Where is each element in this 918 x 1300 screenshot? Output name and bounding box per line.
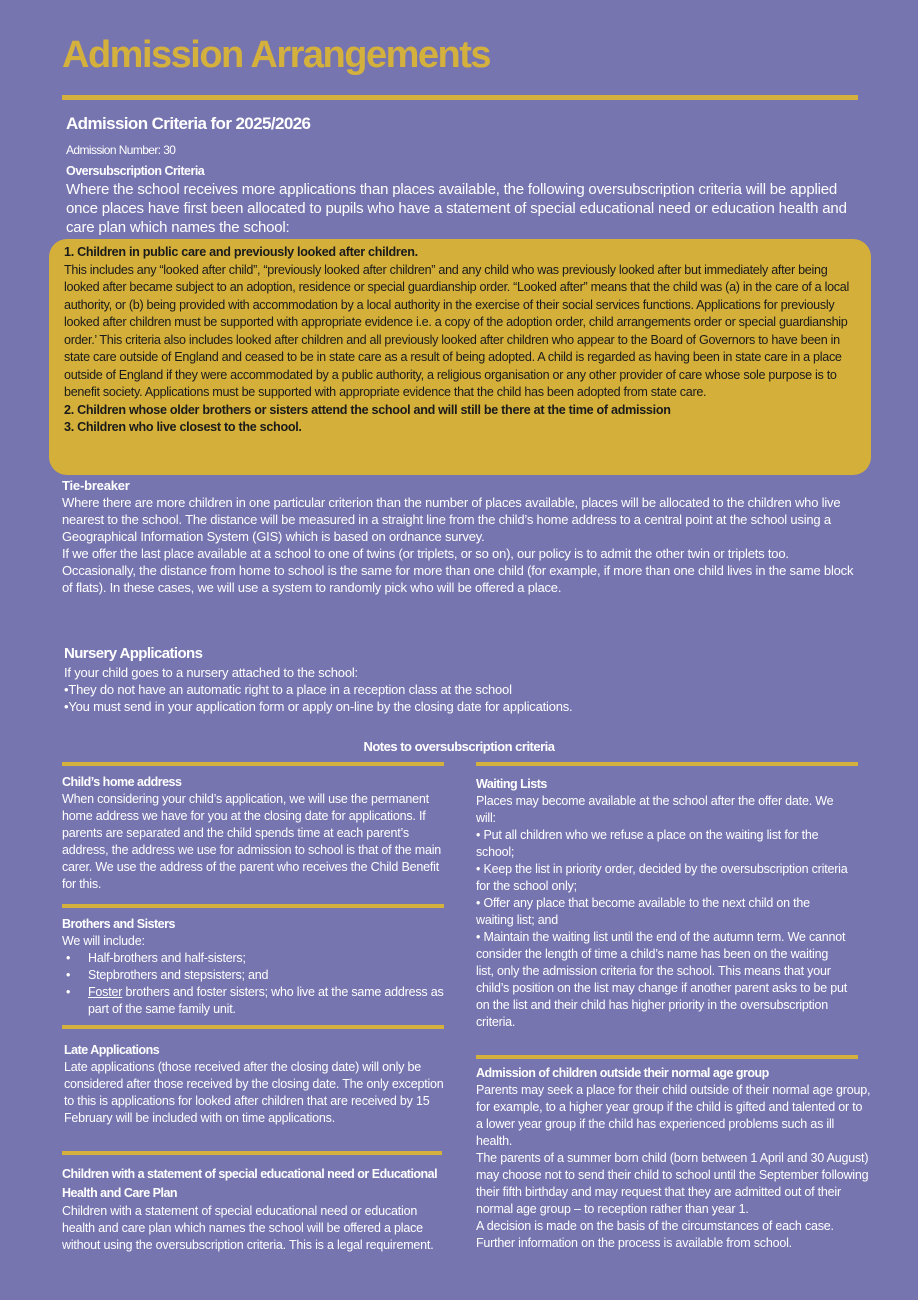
waiting-section <box>476 776 848 1031</box>
tiebreaker-heading: Tie-breaker <box>62 478 130 493</box>
divider <box>62 1025 444 1029</box>
notes-heading: Notes to oversubscription criteria <box>363 739 555 754</box>
criterion-3: 3. Children who live closest to the school. <box>64 420 302 434</box>
admission-number: Admission Number: 30 <box>66 143 176 157</box>
sen-text: Children with a statement of special educational need or education health and care plan which names the school will be offered a place without using the oversubscription criteria. This is a legal requirement. <box>62 1204 434 1252</box>
waiting-item: • Offer any place that become available to the next child on the waiting list; and <box>476 896 810 927</box>
oversub-heading: Oversubscription Criteria <box>66 164 205 178</box>
age-p1: Parents may seek a place for their child outside of their normal age group, for example, to a higher year group if the child is gifted and talented or to a lower year group if the child has experienced problems such as ill health. <box>476 1083 871 1148</box>
page-title: Admission Arrangements <box>62 34 491 76</box>
divider <box>476 762 858 766</box>
tiebreaker-section <box>62 477 862 596</box>
sen-section <box>62 1165 444 1254</box>
siblings-intro: We will include: <box>62 934 145 948</box>
nursery-section <box>64 644 864 715</box>
sen-heading: Children with a statement of special educational need or Educational Health and Care Plan <box>62 1167 438 1200</box>
siblings-section <box>62 916 444 1018</box>
criterion-1-title: 1. Children in public care and previously looked after children. <box>64 245 418 259</box>
home-text: When considering your child’s application, we will use the permanent home address we have for you at the closing date for applications. If parents are separated and the child spends time at each parent’s address, the address we use for admission to school is that of the main carer. We use the address of the parent who receives the Child Benefit for this. <box>62 792 442 891</box>
sibling-item <box>88 984 444 1018</box>
criteria-box <box>49 239 871 475</box>
divider <box>62 904 444 908</box>
subtitle: Admission Criteria for 2025/2026 <box>66 114 311 133</box>
nursery-item: •They do not have an automatic right to a place in a reception class at the school <box>64 682 512 697</box>
waiting-item: • Put all children who we refuse a place on the waiting list for the school; <box>476 828 819 859</box>
home-heading: Child’s home address <box>62 775 182 789</box>
criterion-2: 2. Children whose older brothers or sisters attend the school and will still be there at the time of admission <box>64 402 671 417</box>
sibling-item-text: brothers and foster sisters; who live at the same address as part of the same family unit. <box>88 985 444 1016</box>
waiting-item: • Keep the list in priority order, decided by the oversubscription criteria for the school only; <box>476 862 848 893</box>
tiebreaker-p2: If we offer the last place available at a school to one of twins (or triplets, or so on), our policy is to admit the other twin or triplets too. <box>62 546 789 561</box>
late-text: Late applications (those received after the closing date) will only be considered after those received by the closing date. The only exception to this is applications for looked after children that are received by 15 February will be included with on time applications. <box>64 1060 444 1125</box>
divider <box>62 762 444 766</box>
divider <box>476 1055 858 1059</box>
foster-word: Foster <box>88 985 123 999</box>
sibling-item: • Half-brothers and half-sisters; <box>88 950 444 967</box>
age-p3: A decision is made on the basis of the circumstances of each case. Further information on the process is available from school. <box>476 1219 834 1250</box>
waiting-heading: Waiting Lists <box>476 777 547 791</box>
waiting-intro: Places may become available at the school after the offer date. We will: <box>476 794 834 825</box>
late-heading: Late Applications <box>64 1043 160 1057</box>
nursery-item: •You must send in your application form or apply on-line by the closing date for applications. <box>64 699 573 714</box>
siblings-heading: Brothers and Sisters <box>62 917 175 931</box>
oversub-text: Where the school receives more applications than places available, the following oversubscription criteria will be applied once places have first been allocated to pupils who have a statement of special educational need or education health and care plan which names the school: <box>66 181 847 236</box>
sibling-item: • Stepbrothers and stepsisters; and <box>88 967 444 984</box>
waiting-item: • Maintain the waiting list until the end of the autumn term. We cannot consider the length of time a child’s name has been on the waiting list, only the admission criteria for the school. This means that your child’s position on the list may change if another parent asks to be put on the list and their child has higher priority in the oversubscription criteria. <box>476 930 848 1029</box>
divider <box>62 1151 442 1155</box>
age-heading: Admission of children outside their normal age group <box>476 1066 769 1080</box>
late-section <box>64 1042 444 1127</box>
nursery-intro: If your child goes to a nursery attached to the school: <box>64 665 358 680</box>
tiebreaker-p3: Occasionally, the distance from home to school is the same for more than one child (for example, if more than one child lives in the same block of flats). In these cases, we will use a system to randomly pick who will be offered a place. <box>62 563 854 595</box>
tiebreaker-p1: Where there are more children in one particular criterion than the number of places available, places will be allocated to the children who live nearest to the school. The distance will be measured in a straight line from the child’s home address to a central point at the school using a Geographical Information System (GIS) which is based on ordnance survey. <box>62 495 841 544</box>
home-address-section <box>62 774 444 893</box>
criterion-1-text: This includes any “looked after child”, “previously looked after children” and any child who was previously looked after but immediately after being looked after became subject to an adoption, residence or special guardianship order. “Looked after” means that the child was (a) in the care of a local authority, or (b) being provided with accommodation by a local authority in the exercise of their social services functions. Applications for previously looked after children must be supported with appropriate evidence i.e. a copy of the adoption order, child arrangements order or special guardianship order.’ This criteria also includes looked after children and all previously looked after children who appear to the Board of Governors to have been in state care outside of England and ceased to be in state care as a result of being adopted. A child is regarded as having been in state care in a place outside of England if they were accommodated by a public authority, a religious organisation or any other provider of care whose sole purpose is to benefit society. Applications must be supported with appropriate evidence that the child has been adopted from state care. <box>64 262 849 399</box>
age-group-section <box>476 1065 872 1252</box>
age-p2: The parents of a summer born child (born between 1 April and 30 August) may choose not to send their child to school until the September following their fifth birthday and may request that they are admitted out of their normal age group – to reception rather than year 1. <box>476 1151 869 1216</box>
nursery-heading: Nursery Applications <box>64 645 203 662</box>
divider <box>62 95 858 100</box>
